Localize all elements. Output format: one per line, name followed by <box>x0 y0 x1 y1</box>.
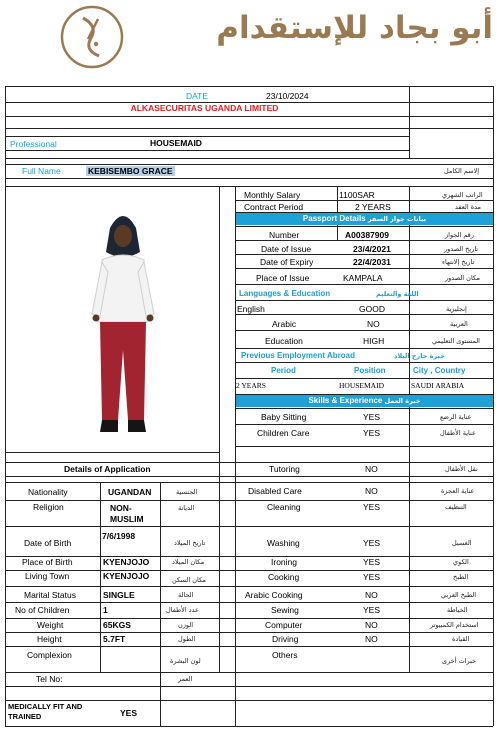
skill-tutoring-value: NO <box>365 464 378 474</box>
skill-cleaning-ar: التنظيف <box>445 503 467 511</box>
skill-washing-ar: الغسيل <box>452 539 472 547</box>
skill-children-care-ar: عناية الأطفال <box>440 429 476 437</box>
salary-ar: الراتب الشهري <box>442 191 483 199</box>
skills-title: Skills & Experience <box>308 396 383 405</box>
passport-issue-ar: تاريخ الصدور <box>444 245 479 253</box>
height-value: 5.7FT <box>103 634 126 644</box>
fullname-label: Full Name <box>22 166 61 176</box>
fullname-ar: إلاسم الكامل <box>444 167 480 175</box>
skill-disabled-care-value: NO <box>365 486 378 496</box>
skill-baby-sitting-label: Baby Sitting <box>261 412 307 422</box>
skill-tutoring-ar: نقل الأطفال <box>445 465 478 473</box>
medical-label: MEDICALLY FIT AND TRAINED <box>8 702 83 721</box>
children-ar: عدد الأطفال <box>166 606 199 614</box>
weight-label: Weight <box>37 620 64 630</box>
period-label: Contract Period <box>244 202 304 212</box>
period-value: 2 YEARS <box>355 202 391 212</box>
skill-washing-label: Washing <box>267 538 300 548</box>
salary-label: Monthly Salary <box>244 190 301 200</box>
agency-name: ALKASECURITAS UGANDA LIMITED <box>130 103 279 113</box>
marital-value: SINGLE <box>103 590 135 600</box>
candidate-photo <box>88 210 158 440</box>
nationality-value: UGANDAN <box>108 487 152 497</box>
passport-header <box>236 213 493 225</box>
arabic-value: NO <box>367 319 380 329</box>
skill-children-care-value: YES <box>363 428 381 438</box>
skill-disabled-care-label: Disabled Care <box>248 486 302 496</box>
skills-title-ar: خبرة العمل <box>384 397 421 405</box>
passport-place-value: KAMPALA <box>343 273 383 283</box>
living-town-label: Living Town <box>25 571 70 581</box>
skill-tutoring-label: Tutoring <box>269 464 300 474</box>
religion-label: Religion <box>33 502 64 512</box>
skill-others-label: Others <box>272 650 298 660</box>
nationality-ar: الجنسية <box>176 488 198 496</box>
skill-arabic-cooking-value: NO <box>365 590 378 600</box>
salary-value: 1100SAR <box>339 190 375 200</box>
arabic-ar: العربية <box>450 320 468 328</box>
weight-ar: الوزن <box>178 621 194 629</box>
employment-position: HOUSEMAID <box>339 381 384 390</box>
fullname-value: KEBISEMBO GRACE <box>88 166 173 176</box>
pob-label: Place of Birth <box>22 557 73 567</box>
passport-place-label: Place of Issue <box>256 273 310 283</box>
logo-emblem-icon <box>58 4 128 70</box>
passport-expiry-ar: تاريخ إلانتهاء <box>442 258 475 266</box>
skill-driving-value: NO <box>365 634 378 644</box>
employment-title-ar: خبرة خارج البلاد <box>394 352 445 360</box>
weight-value: 65KGS <box>103 620 131 630</box>
tel-ar: العمر <box>178 675 193 683</box>
education-ar: المستوى التعليمي <box>432 337 480 345</box>
marital-label: Marital Status <box>24 590 76 600</box>
skill-baby-sitting-value: YES <box>363 412 381 422</box>
employment-title: Previous Employment Abroad <box>241 351 355 360</box>
passport-place-ar: مكان الصدور <box>445 274 481 282</box>
skill-sewing-label: Sewing <box>271 605 299 615</box>
arabic-label: Arabic <box>272 319 297 329</box>
medical-value: YES <box>120 708 138 718</box>
skill-sewing-ar: الخياطة <box>447 606 468 614</box>
skill-cleaning-value: YES <box>363 502 381 512</box>
employment-period: 2 YEARS <box>236 381 266 390</box>
languages-title-ar: اللغة والتعليم <box>376 290 419 298</box>
english-ar: إنجليزية <box>446 305 467 313</box>
complexion-ar: لون البشرة <box>170 657 201 665</box>
children-value: 1 <box>103 605 108 615</box>
passport-expiry-value: 22/4/2031 <box>353 257 391 267</box>
skill-disabled-care-ar: عناية العجزة <box>441 487 475 495</box>
dob-value: 7/6/1998 <box>102 531 136 541</box>
date-label: DATE <box>186 91 209 101</box>
nationality-label: Nationality <box>28 487 68 497</box>
professional-label: Professional <box>10 139 57 149</box>
employment-col-city: City , Country <box>413 366 466 375</box>
date-value: 23/10/2024 <box>266 91 309 101</box>
skill-arabic-cooking-label: Arabic Cooking <box>245 590 303 600</box>
skill-baby-sitting-ar: عناية الرضع <box>440 413 472 421</box>
logo <box>58 4 498 72</box>
passport-issue-label: Date of Issue <box>261 244 312 254</box>
skill-cooking-label: Cooking <box>268 572 300 582</box>
skill-computer-ar: استخدام الكمبيوتر <box>430 621 479 629</box>
passport-issue-value: 23/4/2021 <box>353 244 391 254</box>
religion-ar: الديانة <box>178 504 195 512</box>
employment-col-period: Period <box>271 366 296 375</box>
application-title: Details of Application <box>64 464 151 474</box>
employment-col-position: Position <box>354 366 386 375</box>
height-label: Height <box>37 634 62 644</box>
complexion-label: Complexion <box>27 650 72 660</box>
professional-value: HOUSEMAID <box>150 138 202 148</box>
education-value: HIGH <box>363 336 385 346</box>
height-ar: الطول <box>178 635 196 643</box>
logo-text: أبو بجاد للإستقدام <box>216 10 493 46</box>
skill-children-care-label: Children Care <box>257 428 310 438</box>
passport-expiry-label: Date of Expiry <box>260 257 314 267</box>
marital-ar: الحالة <box>178 591 194 599</box>
languages-title: Languages & Education <box>239 289 331 298</box>
children-label: No of Children <box>15 605 70 615</box>
passport-number-label: Number <box>269 230 300 240</box>
skill-cooking-value: YES <box>363 572 381 582</box>
skill-ironing-value: YES <box>363 557 381 567</box>
passport-title: Passport Details <box>302 214 366 223</box>
living-town-value: KYENJOJO <box>103 571 150 581</box>
dob-label: Date of Birth <box>24 538 72 548</box>
tel-label: Tel No: <box>36 674 63 684</box>
skill-driving-label: Driving <box>272 634 299 644</box>
skill-others-ar: خبرات أخرى <box>442 657 477 665</box>
living-town-ar: مكان السكن <box>172 576 207 584</box>
skill-arabic-cooking-ar: الطبخ العربي <box>441 591 477 599</box>
skill-washing-value: YES <box>363 538 381 548</box>
education-label: Education <box>265 336 303 346</box>
skill-cleaning-label: Cleaning <box>267 502 301 512</box>
passport-number-ar: رقم الجواز <box>445 231 474 239</box>
period-ar: مدة العقد <box>455 203 481 211</box>
religion-value: NON-MUSLIM <box>110 503 144 524</box>
skills-header <box>236 395 493 407</box>
skill-computer-label: Computer <box>265 620 303 630</box>
skill-driving-ar: القيادة <box>452 635 470 643</box>
passport-number-value: A00387909 <box>345 230 389 240</box>
passport-title-ar: بيانات جواز السفر <box>367 215 427 223</box>
dob-ar: تاريخ الميلاد <box>174 539 206 547</box>
pob-ar: مكان الميلاد <box>172 558 205 566</box>
english-label: English <box>237 304 265 314</box>
skill-ironing-ar: الكوي <box>453 558 469 566</box>
skill-computer-value: NO <box>365 620 378 630</box>
skill-sewing-value: YES <box>363 605 381 615</box>
employment-city: SAUDI ARABIA <box>411 381 465 390</box>
english-value: GOOD <box>359 304 385 314</box>
skill-ironing-label: Ironing <box>271 557 297 567</box>
skill-cooking-ar: الطبخ <box>453 573 469 581</box>
pob-value: KYENJOJO <box>103 557 150 567</box>
